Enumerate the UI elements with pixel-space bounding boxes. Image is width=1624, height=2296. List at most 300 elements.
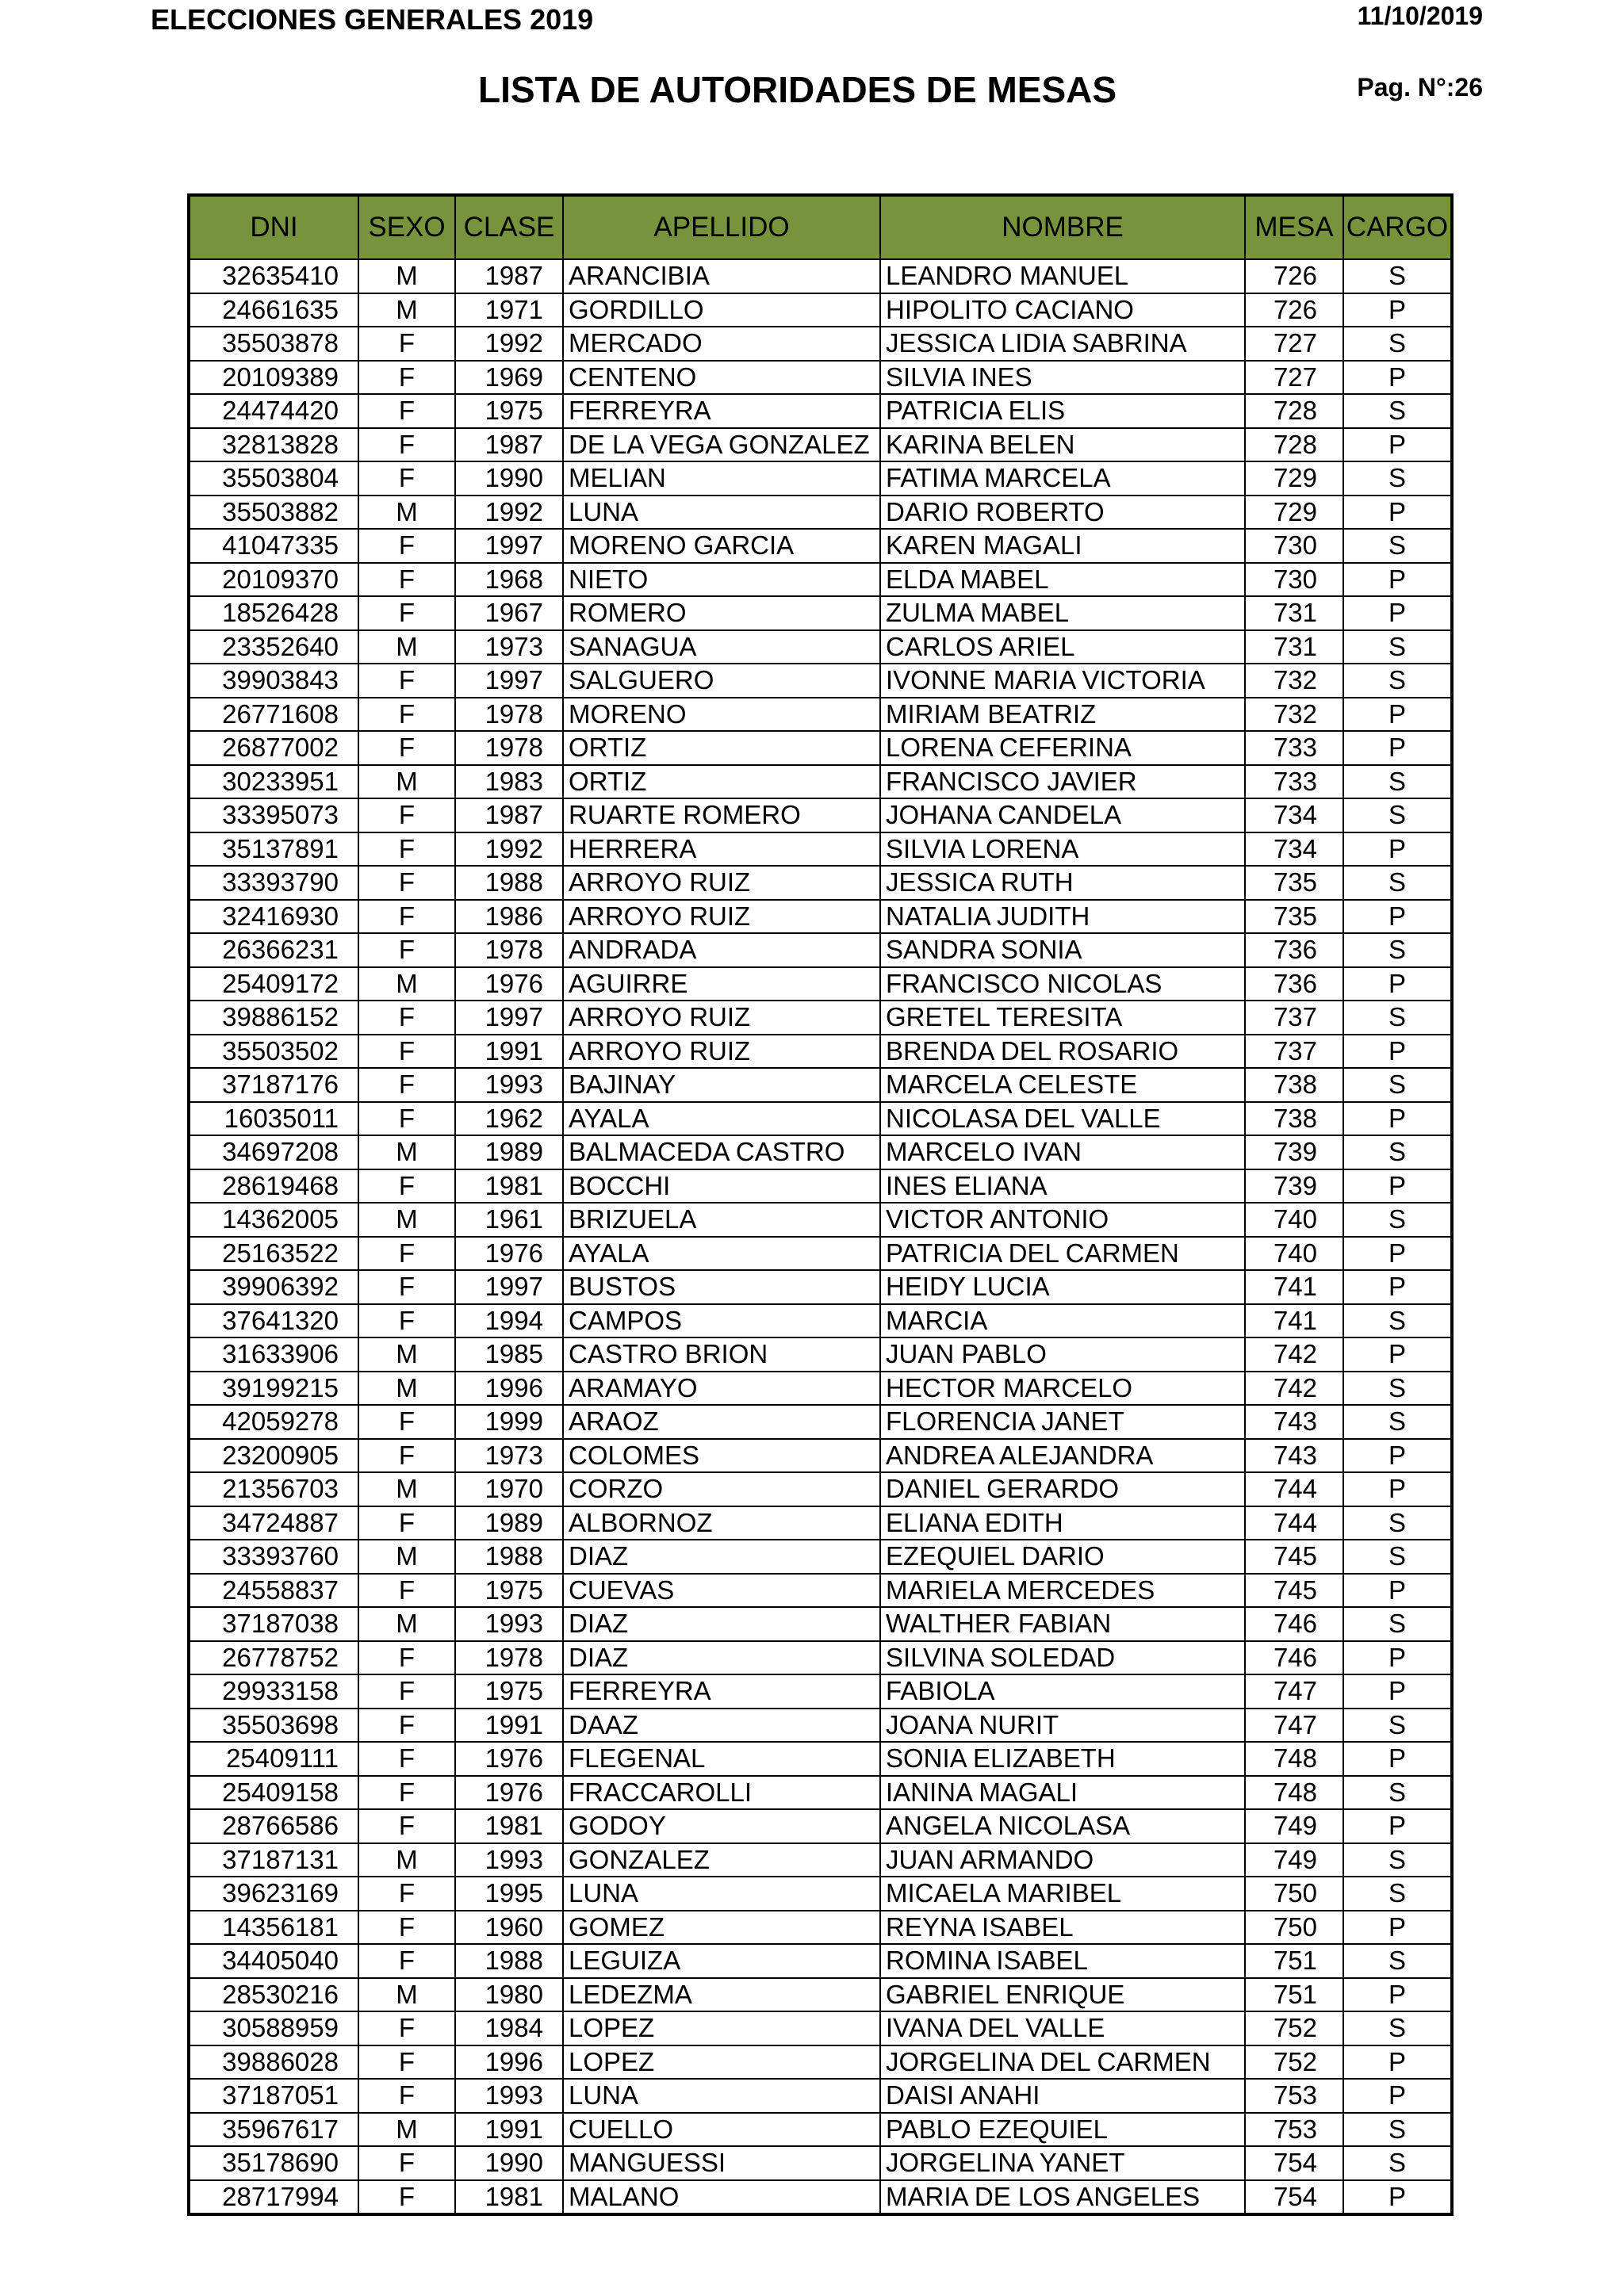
cell-clase: 1987 — [455, 428, 563, 462]
cell-apellido: LUNA — [563, 1877, 880, 1911]
cell-sexo: F — [358, 1405, 455, 1439]
cell-cargo: S — [1343, 1135, 1452, 1169]
table-row — [189, 1944, 1452, 1978]
cell-mesa: 741 — [1245, 1304, 1343, 1338]
cell-apellido: MALANO — [563, 2180, 880, 2215]
cell-mesa: 728 — [1245, 394, 1343, 428]
cell-mesa: 726 — [1245, 259, 1343, 293]
cell-mesa: 748 — [1245, 1776, 1343, 1810]
cell-mesa: 729 — [1245, 461, 1343, 496]
cell-clase: 1993 — [455, 2079, 563, 2113]
cell-mesa: 750 — [1245, 1877, 1343, 1911]
cell-cargo: P — [1343, 1169, 1452, 1203]
cell-mesa: 736 — [1245, 967, 1343, 1001]
cell-nombre: ANGELA NICOLASA — [880, 1809, 1245, 1843]
cell-apellido: MORENO — [563, 698, 880, 732]
cell-clase: 1991 — [455, 1709, 563, 1743]
cell-sexo: M — [358, 967, 455, 1001]
cell-dni: 35137891 — [189, 832, 358, 867]
cell-cargo: S — [1343, 1944, 1452, 1978]
cell-apellido: CORZO — [563, 1472, 880, 1506]
cell-sexo: M — [358, 1372, 455, 1406]
cell-mesa: 734 — [1245, 798, 1343, 832]
cell-sexo: F — [358, 933, 455, 967]
cell-dni: 41047335 — [189, 529, 358, 563]
cell-cargo: P — [1343, 1439, 1452, 1473]
cell-nombre: FRANCISCO NICOLAS — [880, 967, 1245, 1001]
cell-sexo: F — [358, 664, 455, 698]
cell-clase: 1997 — [455, 664, 563, 698]
cell-clase: 1971 — [455, 293, 563, 327]
cell-cargo: S — [1343, 866, 1452, 900]
authorities-table — [187, 193, 1454, 2216]
cell-dni: 37187051 — [189, 2079, 358, 2113]
table-row — [189, 967, 1452, 1001]
cell-sexo: F — [358, 1674, 455, 1709]
cell-mesa: 743 — [1245, 1439, 1343, 1473]
cell-sexo: F — [358, 428, 455, 462]
cell-nombre: HIPOLITO CACIANO — [880, 293, 1245, 327]
table-row — [189, 394, 1452, 428]
cell-dni: 39199215 — [189, 1372, 358, 1406]
cell-nombre: MARIA DE LOS ANGELES — [880, 2180, 1245, 2215]
cell-nombre: MICAELA MARIBEL — [880, 1877, 1245, 1911]
table-row — [189, 293, 1452, 327]
cell-mesa: 734 — [1245, 832, 1343, 867]
cell-cargo: S — [1343, 1304, 1452, 1338]
cell-apellido: LEDEZMA — [563, 1978, 880, 2012]
cell-apellido: ORTIZ — [563, 765, 880, 799]
cell-clase: 1976 — [455, 1742, 563, 1776]
table-row — [189, 1506, 1452, 1540]
cell-apellido: BOCCHI — [563, 1169, 880, 1203]
table-row — [189, 1776, 1452, 1810]
cell-mesa: 746 — [1245, 1641, 1343, 1675]
cell-apellido: BALMACEDA CASTRO — [563, 1135, 880, 1169]
cell-cargo: S — [1343, 1001, 1452, 1035]
cell-nombre: DARIO ROBERTO — [880, 496, 1245, 530]
cell-cargo: P — [1343, 1337, 1452, 1372]
cell-sexo: F — [358, 1911, 455, 1945]
cell-mesa: 749 — [1245, 1809, 1343, 1843]
cell-clase: 1999 — [455, 1405, 563, 1439]
table-row — [189, 1439, 1452, 1473]
cell-dni: 39886152 — [189, 1001, 358, 1035]
table-row — [189, 832, 1452, 867]
cell-clase: 1976 — [455, 967, 563, 1001]
column-header-apellido: APELLIDO — [563, 195, 880, 259]
cell-apellido: ARROYO RUIZ — [563, 1001, 880, 1035]
cell-nombre: LORENA CEFERINA — [880, 731, 1245, 765]
cell-sexo: F — [358, 2180, 455, 2215]
table-row — [189, 2011, 1452, 2045]
cell-cargo: P — [1343, 1472, 1452, 1506]
cell-mesa: 733 — [1245, 731, 1343, 765]
cell-dni: 42059278 — [189, 1405, 358, 1439]
cell-apellido: CASTRO BRION — [563, 1337, 880, 1372]
cell-apellido: LOPEZ — [563, 2011, 880, 2045]
cell-sexo: F — [358, 900, 455, 934]
cell-nombre: HEIDY LUCIA — [880, 1270, 1245, 1304]
cell-dni: 35503882 — [189, 496, 358, 530]
cell-apellido: FERREYRA — [563, 1674, 880, 1709]
table-row — [189, 327, 1452, 361]
cell-dni: 26877002 — [189, 731, 358, 765]
cell-dni: 20109370 — [189, 563, 358, 597]
cell-dni: 33395073 — [189, 798, 358, 832]
cell-cargo: P — [1343, 2045, 1452, 2080]
page-number: Pag. N°:26 — [1357, 73, 1483, 101]
cell-nombre: JUAN PABLO — [880, 1337, 1245, 1372]
cell-dni: 18526428 — [189, 596, 358, 630]
cell-cargo: S — [1343, 2113, 1452, 2147]
cell-nombre: INES ELIANA — [880, 1169, 1245, 1203]
cell-cargo: S — [1343, 1405, 1452, 1439]
cell-mesa: 743 — [1245, 1405, 1343, 1439]
table-row — [189, 900, 1452, 934]
cell-sexo: F — [358, 866, 455, 900]
cell-sexo: F — [358, 1270, 455, 1304]
cell-sexo: F — [358, 1068, 455, 1102]
cell-clase: 1978 — [455, 698, 563, 732]
cell-sexo: F — [358, 1574, 455, 1608]
cell-sexo: M — [358, 2113, 455, 2147]
cell-cargo: P — [1343, 1809, 1452, 1843]
cell-cargo: S — [1343, 1607, 1452, 1641]
table-row — [189, 2180, 1452, 2215]
cell-cargo: S — [1343, 933, 1452, 967]
cell-dni: 30588959 — [189, 2011, 358, 2045]
cell-sexo: F — [358, 1742, 455, 1776]
cell-dni: 25409158 — [189, 1776, 358, 1810]
table-row — [189, 496, 1452, 530]
cell-mesa: 753 — [1245, 2113, 1343, 2147]
cell-sexo: M — [358, 765, 455, 799]
table-row — [189, 698, 1452, 732]
cell-dni: 24558837 — [189, 1574, 358, 1608]
cell-sexo: F — [358, 2079, 455, 2113]
cell-dni: 29933158 — [189, 1674, 358, 1709]
cell-nombre: ZULMA MABEL — [880, 596, 1245, 630]
cell-nombre: JESSICA RUTH — [880, 866, 1245, 900]
cell-clase: 1989 — [455, 1506, 563, 1540]
cell-sexo: F — [358, 327, 455, 361]
table-row — [189, 2045, 1452, 2080]
table-row — [189, 664, 1452, 698]
cell-cargo: P — [1343, 698, 1452, 732]
table-row — [189, 1337, 1452, 1372]
cell-clase: 1973 — [455, 630, 563, 664]
cell-clase: 1962 — [455, 1102, 563, 1136]
column-header-nombre: NOMBRE — [880, 195, 1245, 259]
table-row — [189, 563, 1452, 597]
cell-clase: 1988 — [455, 1944, 563, 1978]
cell-sexo: F — [358, 394, 455, 428]
cell-nombre: NATALIA JUDITH — [880, 900, 1245, 934]
cell-apellido: LOPEZ — [563, 2045, 880, 2080]
cell-apellido: GOMEZ — [563, 1911, 880, 1945]
cell-dni: 35503698 — [189, 1709, 358, 1743]
cell-cargo: P — [1343, 596, 1452, 630]
cell-clase: 1991 — [455, 1035, 563, 1069]
cell-cargo: S — [1343, 1506, 1452, 1540]
cell-dni: 39903843 — [189, 664, 358, 698]
cell-cargo: S — [1343, 394, 1452, 428]
cell-dni: 14362005 — [189, 1203, 358, 1237]
cell-nombre: GRETEL TERESITA — [880, 1001, 1245, 1035]
cell-dni: 16035011 — [189, 1102, 358, 1136]
table-row — [189, 1237, 1452, 1271]
cell-clase: 1981 — [455, 1169, 563, 1203]
table-row — [189, 1843, 1452, 1877]
cell-clase: 1988 — [455, 866, 563, 900]
column-header-cargo: CARGO — [1343, 195, 1452, 259]
column-header-mesa: MESA — [1245, 195, 1343, 259]
table-row — [189, 1135, 1452, 1169]
cell-clase: 1978 — [455, 731, 563, 765]
cell-apellido: ROMERO — [563, 596, 880, 630]
cell-nombre: IANINA MAGALI — [880, 1776, 1245, 1810]
cell-clase: 1992 — [455, 327, 563, 361]
cell-mesa: 729 — [1245, 496, 1343, 530]
cell-mesa: 742 — [1245, 1337, 1343, 1372]
column-header-sexo: SEXO — [358, 195, 455, 259]
table-row — [189, 1540, 1452, 1574]
cell-dni: 39886028 — [189, 2045, 358, 2080]
table-row — [189, 1405, 1452, 1439]
table-row — [189, 1607, 1452, 1641]
cell-dni: 37187131 — [189, 1843, 358, 1877]
cell-sexo: F — [358, 1877, 455, 1911]
cell-mesa: 744 — [1245, 1472, 1343, 1506]
cell-nombre: JOHANA CANDELA — [880, 798, 1245, 832]
cell-nombre: ELDA MABEL — [880, 563, 1245, 597]
cell-sexo: F — [358, 1944, 455, 1978]
cell-mesa: 731 — [1245, 630, 1343, 664]
cell-clase: 1976 — [455, 1776, 563, 1810]
cell-apellido: LUNA — [563, 496, 880, 530]
cell-mesa: 745 — [1245, 1574, 1343, 1608]
cell-apellido: AYALA — [563, 1102, 880, 1136]
cell-dni: 35503804 — [189, 461, 358, 496]
table-row — [189, 1674, 1452, 1709]
cell-sexo: F — [358, 731, 455, 765]
cell-clase: 1975 — [455, 1574, 563, 1608]
cell-cargo: P — [1343, 361, 1452, 395]
cell-sexo: F — [358, 1776, 455, 1810]
table-row — [189, 1742, 1452, 1776]
cell-sexo: F — [358, 596, 455, 630]
cell-clase: 1960 — [455, 1911, 563, 1945]
cell-clase: 1975 — [455, 1674, 563, 1709]
cell-mesa: 751 — [1245, 1978, 1343, 2012]
cell-cargo: P — [1343, 1978, 1452, 2012]
cell-dni: 30233951 — [189, 765, 358, 799]
cell-nombre: FLORENCIA JANET — [880, 1405, 1245, 1439]
cell-mesa: 751 — [1245, 1944, 1343, 1978]
cell-nombre: DANIEL GERARDO — [880, 1472, 1245, 1506]
table-row — [189, 428, 1452, 462]
cell-clase: 1992 — [455, 832, 563, 867]
cell-apellido: FLEGENAL — [563, 1742, 880, 1776]
cell-apellido: ARROYO RUIZ — [563, 866, 880, 900]
cell-apellido: LUNA — [563, 2079, 880, 2113]
cell-apellido: DAAZ — [563, 1709, 880, 1743]
cell-apellido: MELIAN — [563, 461, 880, 496]
table-row — [189, 596, 1452, 630]
cell-sexo: M — [358, 1843, 455, 1877]
cell-nombre: WALTHER FABIAN — [880, 1607, 1245, 1641]
cell-apellido: COLOMES — [563, 1439, 880, 1473]
cell-dni: 32813828 — [189, 428, 358, 462]
cell-apellido: CAMPOS — [563, 1304, 880, 1338]
cell-dni: 35178690 — [189, 2146, 358, 2180]
cell-sexo: F — [358, 1304, 455, 1338]
cell-nombre: JUAN ARMANDO — [880, 1843, 1245, 1877]
cell-dni: 25409172 — [189, 967, 358, 1001]
cell-dni: 34405040 — [189, 1944, 358, 1978]
cell-clase: 1989 — [455, 1135, 563, 1169]
cell-dni: 28717994 — [189, 2180, 358, 2215]
cell-dni: 25409111 — [189, 1742, 358, 1776]
cell-apellido: MERCADO — [563, 327, 880, 361]
cell-mesa: 754 — [1245, 2180, 1343, 2215]
cell-apellido: DE LA VEGA GONZALEZ — [563, 428, 880, 462]
table-row — [189, 933, 1452, 967]
cell-sexo: F — [358, 1809, 455, 1843]
cell-apellido: BAJINAY — [563, 1068, 880, 1102]
cell-clase: 1978 — [455, 933, 563, 967]
cell-nombre: FABIOLA — [880, 1674, 1245, 1709]
cell-sexo: M — [358, 259, 455, 293]
cell-clase: 1996 — [455, 2045, 563, 2080]
cell-dni: 21356703 — [189, 1472, 358, 1506]
cell-nombre: SANDRA SONIA — [880, 933, 1245, 967]
cell-clase: 1986 — [455, 900, 563, 934]
table-row — [189, 2079, 1452, 2113]
cell-dni: 28766586 — [189, 1809, 358, 1843]
cell-sexo: F — [358, 1709, 455, 1743]
cell-nombre: EZEQUIEL DARIO — [880, 1540, 1245, 1574]
cell-cargo: P — [1343, 428, 1452, 462]
cell-dni: 31633906 — [189, 1337, 358, 1372]
cell-nombre: IVONNE MARIA VICTORIA — [880, 664, 1245, 698]
cell-clase: 1970 — [455, 1472, 563, 1506]
table-row — [189, 1574, 1452, 1608]
cell-nombre: MARIELA MERCEDES — [880, 1574, 1245, 1608]
cell-cargo: S — [1343, 1877, 1452, 1911]
cell-sexo: F — [358, 529, 455, 563]
cell-nombre: JORGELINA DEL CARMEN — [880, 2045, 1245, 2080]
page-title: LISTA DE AUTORIDADES DE MESAS — [478, 69, 1117, 110]
cell-dni: 23200905 — [189, 1439, 358, 1473]
cell-nombre: SILVIA LORENA — [880, 832, 1245, 867]
cell-nombre: KARINA BELEN — [880, 428, 1245, 462]
cell-cargo: S — [1343, 259, 1452, 293]
table-row — [189, 866, 1452, 900]
cell-dni: 37641320 — [189, 1304, 358, 1338]
cell-cargo: P — [1343, 900, 1452, 934]
cell-nombre: LEANDRO MANUEL — [880, 259, 1245, 293]
table-row — [189, 1304, 1452, 1338]
cell-nombre: ANDREA ALEJANDRA — [880, 1439, 1245, 1473]
cell-nombre: ROMINA ISABEL — [880, 1944, 1245, 1978]
cell-clase: 1995 — [455, 1877, 563, 1911]
cell-nombre: CARLOS ARIEL — [880, 630, 1245, 664]
cell-nombre: FRANCISCO JAVIER — [880, 765, 1245, 799]
cell-sexo: M — [358, 496, 455, 530]
cell-dni: 20109389 — [189, 361, 358, 395]
cell-apellido: RUARTE ROMERO — [563, 798, 880, 832]
cell-dni: 37187176 — [189, 1068, 358, 1102]
cell-clase: 1975 — [455, 394, 563, 428]
cell-mesa: 727 — [1245, 327, 1343, 361]
cell-dni: 37187038 — [189, 1607, 358, 1641]
cell-apellido: LEGUIZA — [563, 1944, 880, 1978]
cell-apellido: FRACCAROLLI — [563, 1776, 880, 1810]
cell-sexo: F — [358, 1035, 455, 1069]
cell-nombre: SILVIA INES — [880, 361, 1245, 395]
cell-nombre: HECTOR MARCELO — [880, 1372, 1245, 1406]
cell-apellido: FERREYRA — [563, 394, 880, 428]
cell-clase: 1994 — [455, 1304, 563, 1338]
cell-mesa: 735 — [1245, 866, 1343, 900]
cell-nombre: GABRIEL ENRIQUE — [880, 1978, 1245, 2012]
cell-sexo: F — [358, 1439, 455, 1473]
cell-nombre: PABLO EZEQUIEL — [880, 2113, 1245, 2147]
cell-dni: 39623169 — [189, 1877, 358, 1911]
cell-mesa: 740 — [1245, 1237, 1343, 1271]
cell-clase: 1988 — [455, 1540, 563, 1574]
cell-nombre: JESSICA LIDIA SABRINA — [880, 327, 1245, 361]
cell-clase: 1997 — [455, 1001, 563, 1035]
cell-clase: 1990 — [455, 461, 563, 496]
cell-apellido: ARROYO RUIZ — [563, 900, 880, 934]
table-row — [189, 1911, 1452, 1945]
cell-dni: 35503502 — [189, 1035, 358, 1069]
cell-mesa: 742 — [1245, 1372, 1343, 1406]
cell-apellido: SALGUERO — [563, 664, 880, 698]
cell-mesa: 744 — [1245, 1506, 1343, 1540]
cell-nombre: SONIA ELIZABETH — [880, 1742, 1245, 1776]
cell-cargo: P — [1343, 1674, 1452, 1709]
cell-sexo: M — [358, 630, 455, 664]
cell-dni: 24474420 — [189, 394, 358, 428]
cell-apellido: ANDRADA — [563, 933, 880, 967]
cell-dni: 32635410 — [189, 259, 358, 293]
cell-cargo: S — [1343, 1843, 1452, 1877]
cell-apellido: GORDILLO — [563, 293, 880, 327]
cell-sexo: F — [358, 1641, 455, 1675]
cell-nombre: PATRICIA ELIS — [880, 394, 1245, 428]
table-row — [189, 798, 1452, 832]
cell-clase: 1993 — [455, 1843, 563, 1877]
cell-nombre: ELIANA EDITH — [880, 1506, 1245, 1540]
cell-dni: 25163522 — [189, 1237, 358, 1271]
cell-clase: 1985 — [455, 1337, 563, 1372]
cell-sexo: F — [358, 1237, 455, 1271]
cell-cargo: P — [1343, 2180, 1452, 2215]
cell-apellido: AGUIRRE — [563, 967, 880, 1001]
cell-sexo: F — [358, 698, 455, 732]
cell-clase: 1990 — [455, 2146, 563, 2180]
cell-mesa: 740 — [1245, 1203, 1343, 1237]
cell-clase: 1993 — [455, 1068, 563, 1102]
cell-apellido: CUEVAS — [563, 1574, 880, 1608]
cell-sexo: M — [358, 1607, 455, 1641]
cell-clase: 1983 — [455, 765, 563, 799]
cell-apellido: MANGUESSI — [563, 2146, 880, 2180]
